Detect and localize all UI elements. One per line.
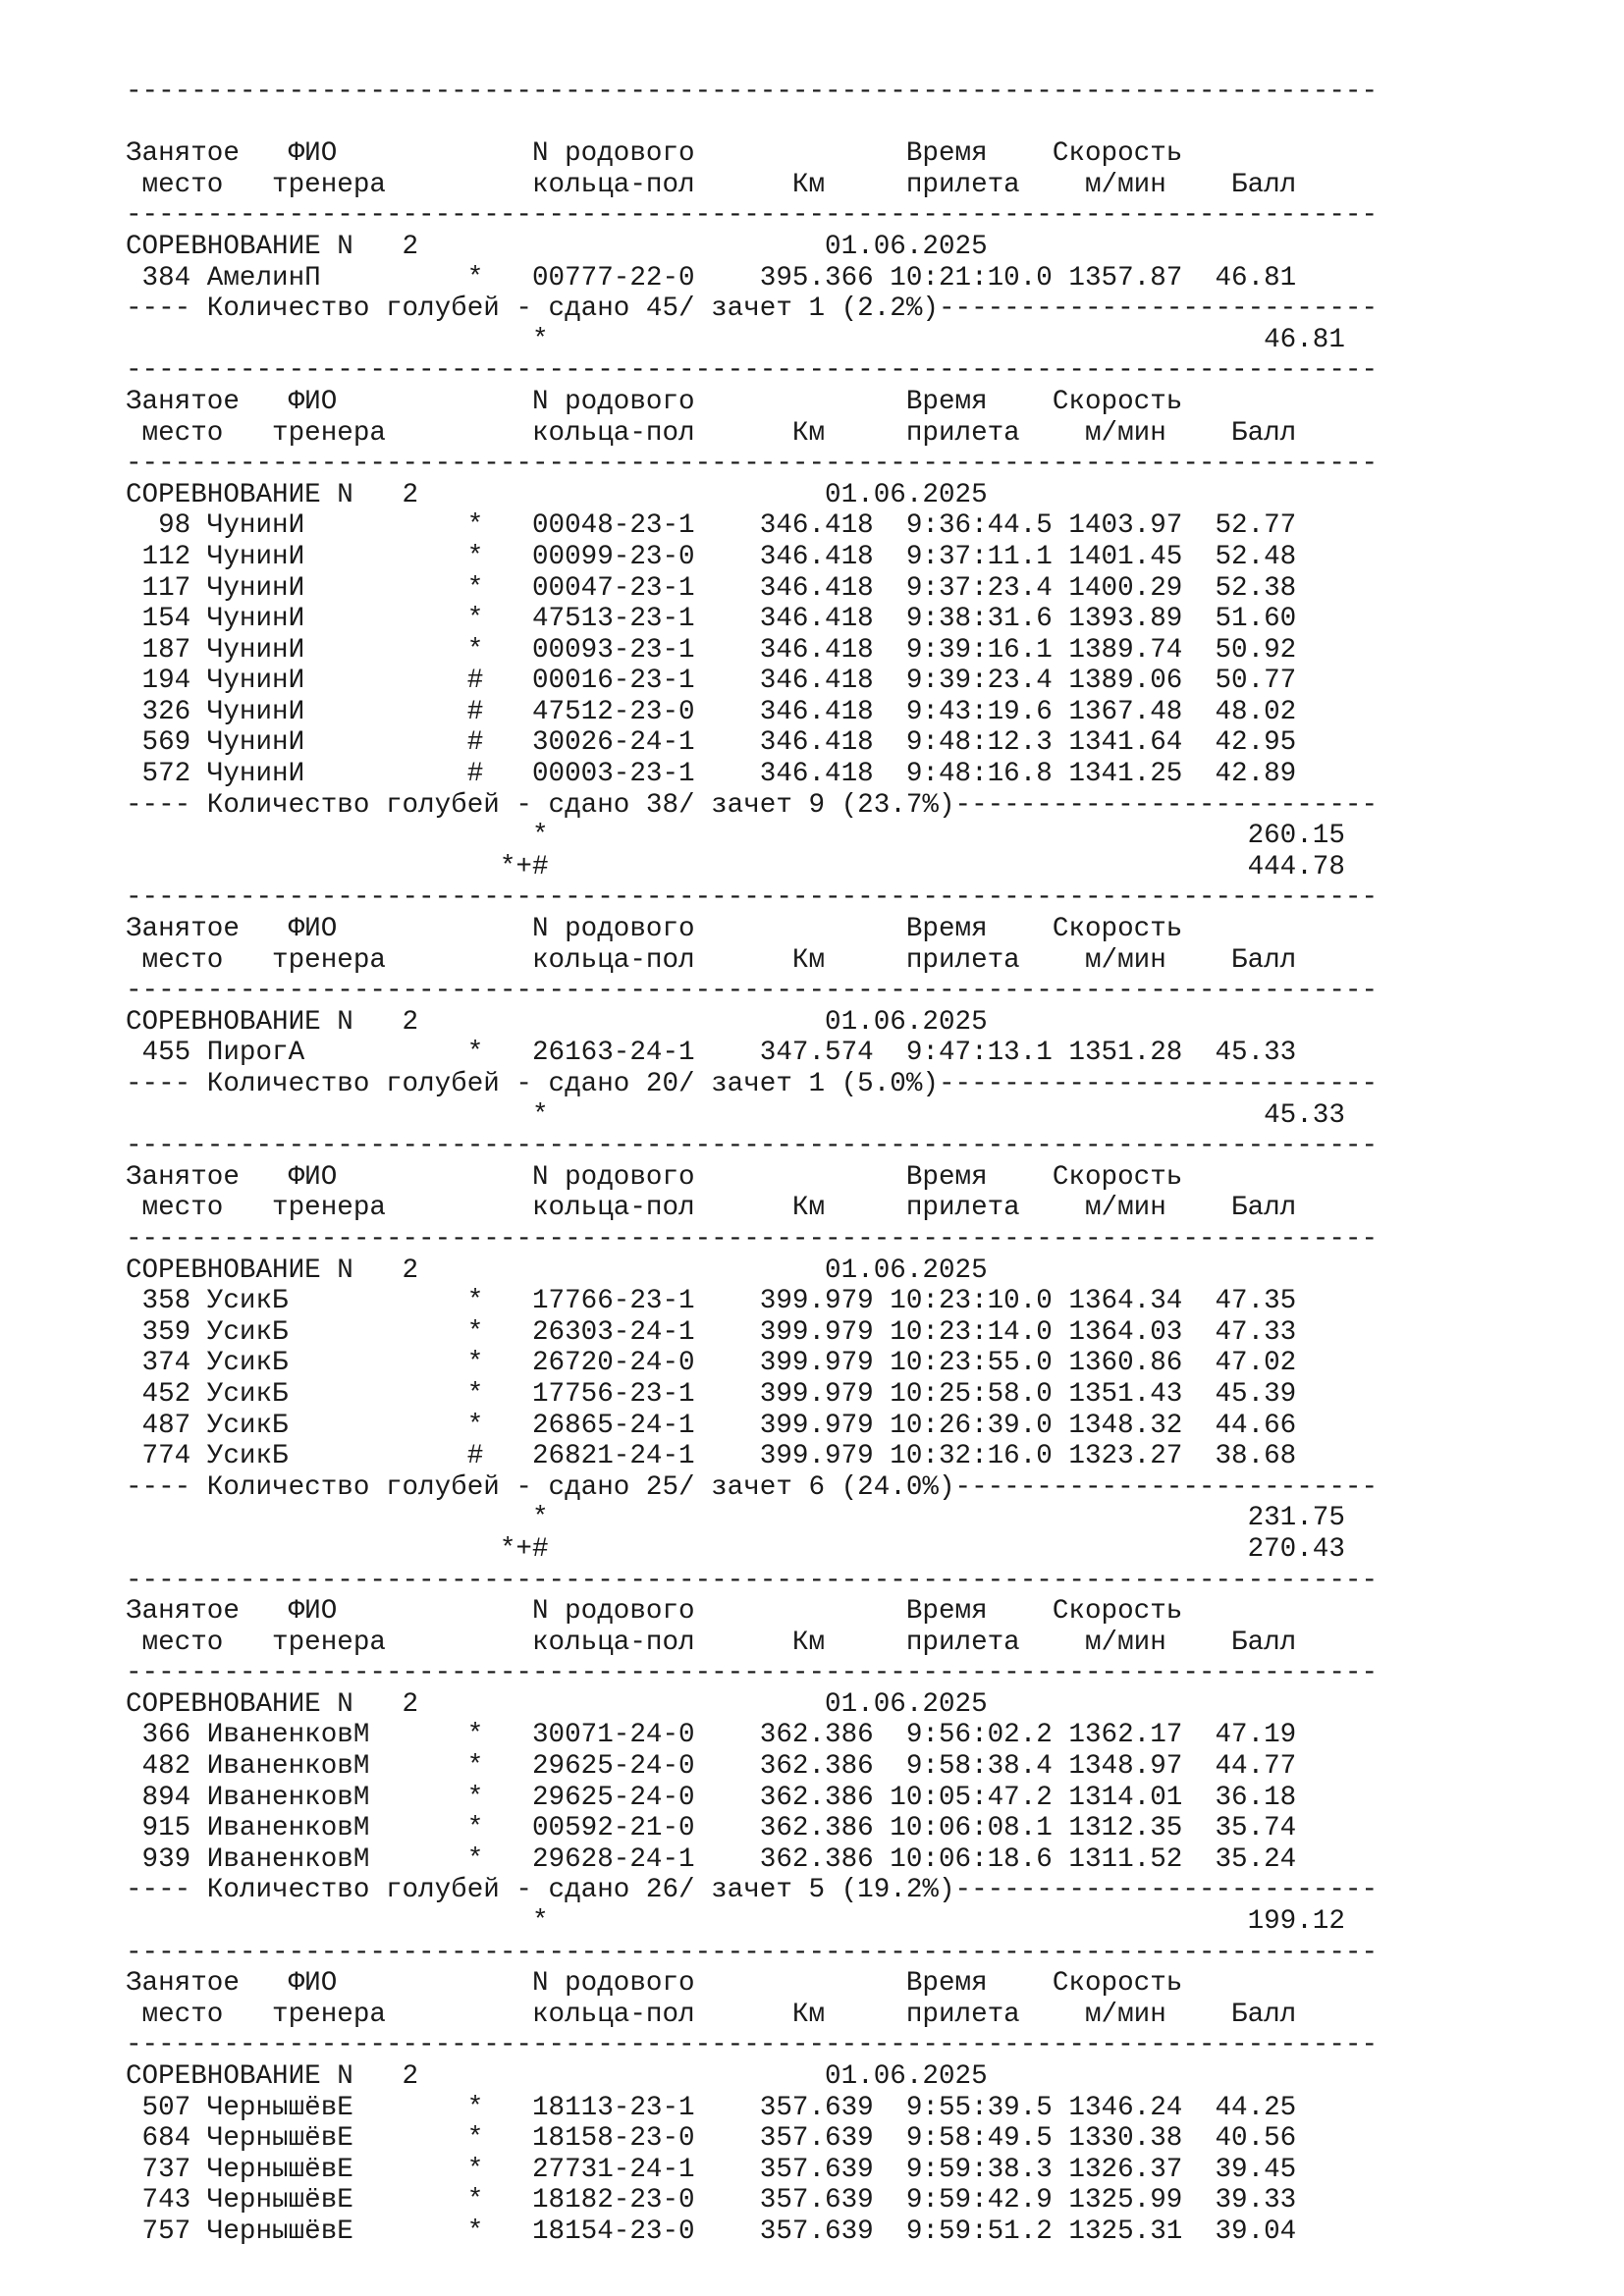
report-line: ----------------------------------------------------------------------------- <box>126 2030 1379 2061</box>
report-line: * 45.33 <box>126 1099 1345 1131</box>
report-line: ----------------------------------------------------------------------------- <box>126 1131 1379 1162</box>
report-line: * 260.15 <box>126 821 1345 852</box>
report-line: 374 УсикБ * 26720-24-0 399.979 10:23:55.0 1360.86 47.02 <box>126 1348 1297 1379</box>
report-line: 487 УсикБ * 26865-24-1 399.979 10:26:39.0 1348.32 44.66 <box>126 1410 1297 1441</box>
report-line: СОРЕВНОВАНИЕ N 2 01.06.2025 <box>126 2061 988 2092</box>
report-line: 154 ЧунинИ * 47513-23-1 346.418 9:38:31.6 1393.89 51.60 <box>126 604 1297 635</box>
report-line: СОРЕВНОВАНИЕ N 2 01.06.2025 <box>126 1255 988 1286</box>
report-line: место тренера кольца-пол Км прилета м/мин Балл <box>126 1627 1297 1658</box>
report-line: ----------------------------------------------------------------------------- <box>126 1937 1379 1968</box>
report-line: 117 ЧунинИ * 00047-23-1 346.418 9:37:23.4 1400.29 52.38 <box>126 572 1297 604</box>
report-line: ----------------------------------------------------------------------------- <box>126 449 1379 480</box>
report-line: место тренера кольца-пол Км прилета м/мин Балл <box>126 417 1297 449</box>
report-line: 112 ЧунинИ * 00099-23-0 346.418 9:37:11.1 1401.45 52.48 <box>126 541 1297 572</box>
report-line: Занятое ФИО N родового Время Скорость <box>126 386 1183 417</box>
report-line: ----------------------------------------------------------------------------- <box>126 1658 1379 1689</box>
report-line: 194 ЧунинИ # 00016-23-1 346.418 9:39:23.4 1389.06 50.77 <box>126 666 1297 697</box>
report-line: 737 ЧернышёвЕ * 27731-24-1 357.639 9:59:38.3 1326.37 39.45 <box>126 2154 1297 2185</box>
report-line: 507 ЧернышёвЕ * 18113-23-1 357.639 9:55:39.5 1346.24 44.25 <box>126 2092 1297 2123</box>
report-line: 326 ЧунинИ # 47512-23-0 346.418 9:43:19.6 1367.48 48.02 <box>126 696 1297 727</box>
report-line: ---- Количество голубей - сдано 20/ зачет 1 (5.0%)--------------------------- <box>126 1069 1379 1099</box>
report-line: 384 АмелинП * 00777-22-0 395.366 10:21:10.0 1357.87 46.81 <box>126 262 1297 294</box>
report-line <box>126 108 1378 139</box>
report-line: ----------------------------------------------------------------------------- <box>126 882 1379 914</box>
report-line: 572 ЧунинИ # 00003-23-1 346.418 9:48:16.8 1341.25 42.89 <box>126 759 1297 790</box>
report-line: Занятое ФИО N родового Время Скорость <box>126 914 1183 945</box>
report-line: 187 ЧунинИ * 00093-23-1 346.418 9:39:16.1 1389.74 50.92 <box>126 634 1297 666</box>
report-line: 569 ЧунинИ # 30026-24-1 346.418 9:48:12.3 1341.64 42.95 <box>126 727 1297 759</box>
report-line: 894 ИваненковМ * 29625-24-0 362.386 10:05:47.2 1314.01 36.18 <box>126 1782 1297 1813</box>
report-line: Занятое ФИО N родового Время Скорость <box>126 138 1183 170</box>
report-line: 455 ПирогА * 26163-24-1 347.574 9:47:13.1 1351.28 45.33 <box>126 1038 1297 1069</box>
report-line: 452 УсикБ * 17756-23-1 399.979 10:25:58.0 1351.43 45.39 <box>126 1378 1297 1410</box>
report-line: 98 ЧунинИ * 00048-23-1 346.418 9:36:44.5 1403.97 52.77 <box>126 510 1297 542</box>
report-line: 757 ЧернышёвЕ * 18154-23-0 357.639 9:59:51.2 1325.31 39.04 <box>126 2216 1297 2247</box>
report-line: 743 ЧернышёвЕ * 18182-23-0 357.639 9:59:42.9 1325.99 39.33 <box>126 2185 1297 2216</box>
report-line: 684 ЧернышёвЕ * 18158-23-0 357.639 9:58:49.5 1330.38 40.56 <box>126 2123 1297 2155</box>
report-line: Занятое ФИО N родового Время Скорость <box>126 1596 1183 1628</box>
report-line: ---- Количество голубей - сдано 25/ зачет 6 (24.0%)-------------------------- <box>126 1471 1379 1503</box>
report-line: *+# 270.43 <box>126 1533 1345 1565</box>
report-line: * 199.12 <box>126 1906 1345 1938</box>
report-line: 358 УсикБ * 17766-23-1 399.979 10:23:10.0 1364.34 47.35 <box>126 1286 1297 1317</box>
report-line: место тренера кольца-пол Км прилета м/мин Балл <box>126 169 1297 200</box>
report-line: место тренера кольца-пол Км прилета м/мин Балл <box>126 1999 1297 2030</box>
report-line: ----------------------------------------------------------------------------- <box>126 200 1379 232</box>
report-line: Занятое ФИО N родового Время Скорость <box>126 1161 1183 1193</box>
report-line: ---- Количество голубей - сдано 38/ зачет 9 (23.7%)-------------------------- <box>126 789 1379 821</box>
report-line: СОРЕВНОВАНИЕ N 2 01.06.2025 <box>126 1688 988 1720</box>
report-line: * 46.81 <box>126 324 1345 355</box>
report-line: *+# 444.78 <box>126 851 1345 882</box>
results-report <box>126 77 1378 2248</box>
report-line: 915 ИваненковМ * 00592-21-0 362.386 10:06:08.1 1312.35 35.74 <box>126 1813 1297 1844</box>
report-line: 939 ИваненковМ * 29628-24-1 362.386 10:06:18.6 1311.52 35.24 <box>126 1843 1297 1875</box>
report-line: место тренера кольца-пол Км прилета м/мин Балл <box>126 1193 1297 1224</box>
report-line: 774 УсикБ # 26821-24-1 399.979 10:32:16.0 1323.27 38.68 <box>126 1441 1297 1472</box>
report-line: 366 ИваненковМ * 30071-24-0 362.386 9:56:02.2 1362.17 47.19 <box>126 1720 1297 1751</box>
report-line: ----------------------------------------------------------------------------- <box>126 1223 1379 1255</box>
report-line: ---- Количество голубей - сдано 26/ зачет 5 (19.2%)-------------------------- <box>126 1875 1379 1906</box>
report-line: место тренера кольца-пол Км прилета м/мин Балл <box>126 944 1297 976</box>
report-line: ---- Количество голубей - сдано 45/ зачет 1 (2.2%)--------------------------- <box>126 294 1379 325</box>
report-line: 359 УсикБ * 26303-24-1 399.979 10:23:14.0 1364.03 47.33 <box>126 1316 1297 1348</box>
report-line: ----------------------------------------------------------------------------- <box>126 976 1379 1007</box>
report-line: Занятое ФИО N родового Время Скорость <box>126 1968 1183 2000</box>
report-line: 482 ИваненковМ * 29625-24-0 362.386 9:58:38.4 1348.97 44.77 <box>126 1751 1297 1783</box>
report-line: СОРЕВНОВАНИЕ N 2 01.06.2025 <box>126 231 988 262</box>
report-line: ----------------------------------------------------------------------------- <box>126 77 1379 107</box>
report-line: СОРЕВНОВАНИЕ N 2 01.06.2025 <box>126 479 988 510</box>
report-line: СОРЕВНОВАНИЕ N 2 01.06.2025 <box>126 1006 988 1038</box>
report-line: ----------------------------------------------------------------------------- <box>126 1565 1379 1596</box>
report-line: * 231.75 <box>126 1503 1345 1534</box>
report-line: ----------------------------------------------------------------------------- <box>126 355 1379 387</box>
